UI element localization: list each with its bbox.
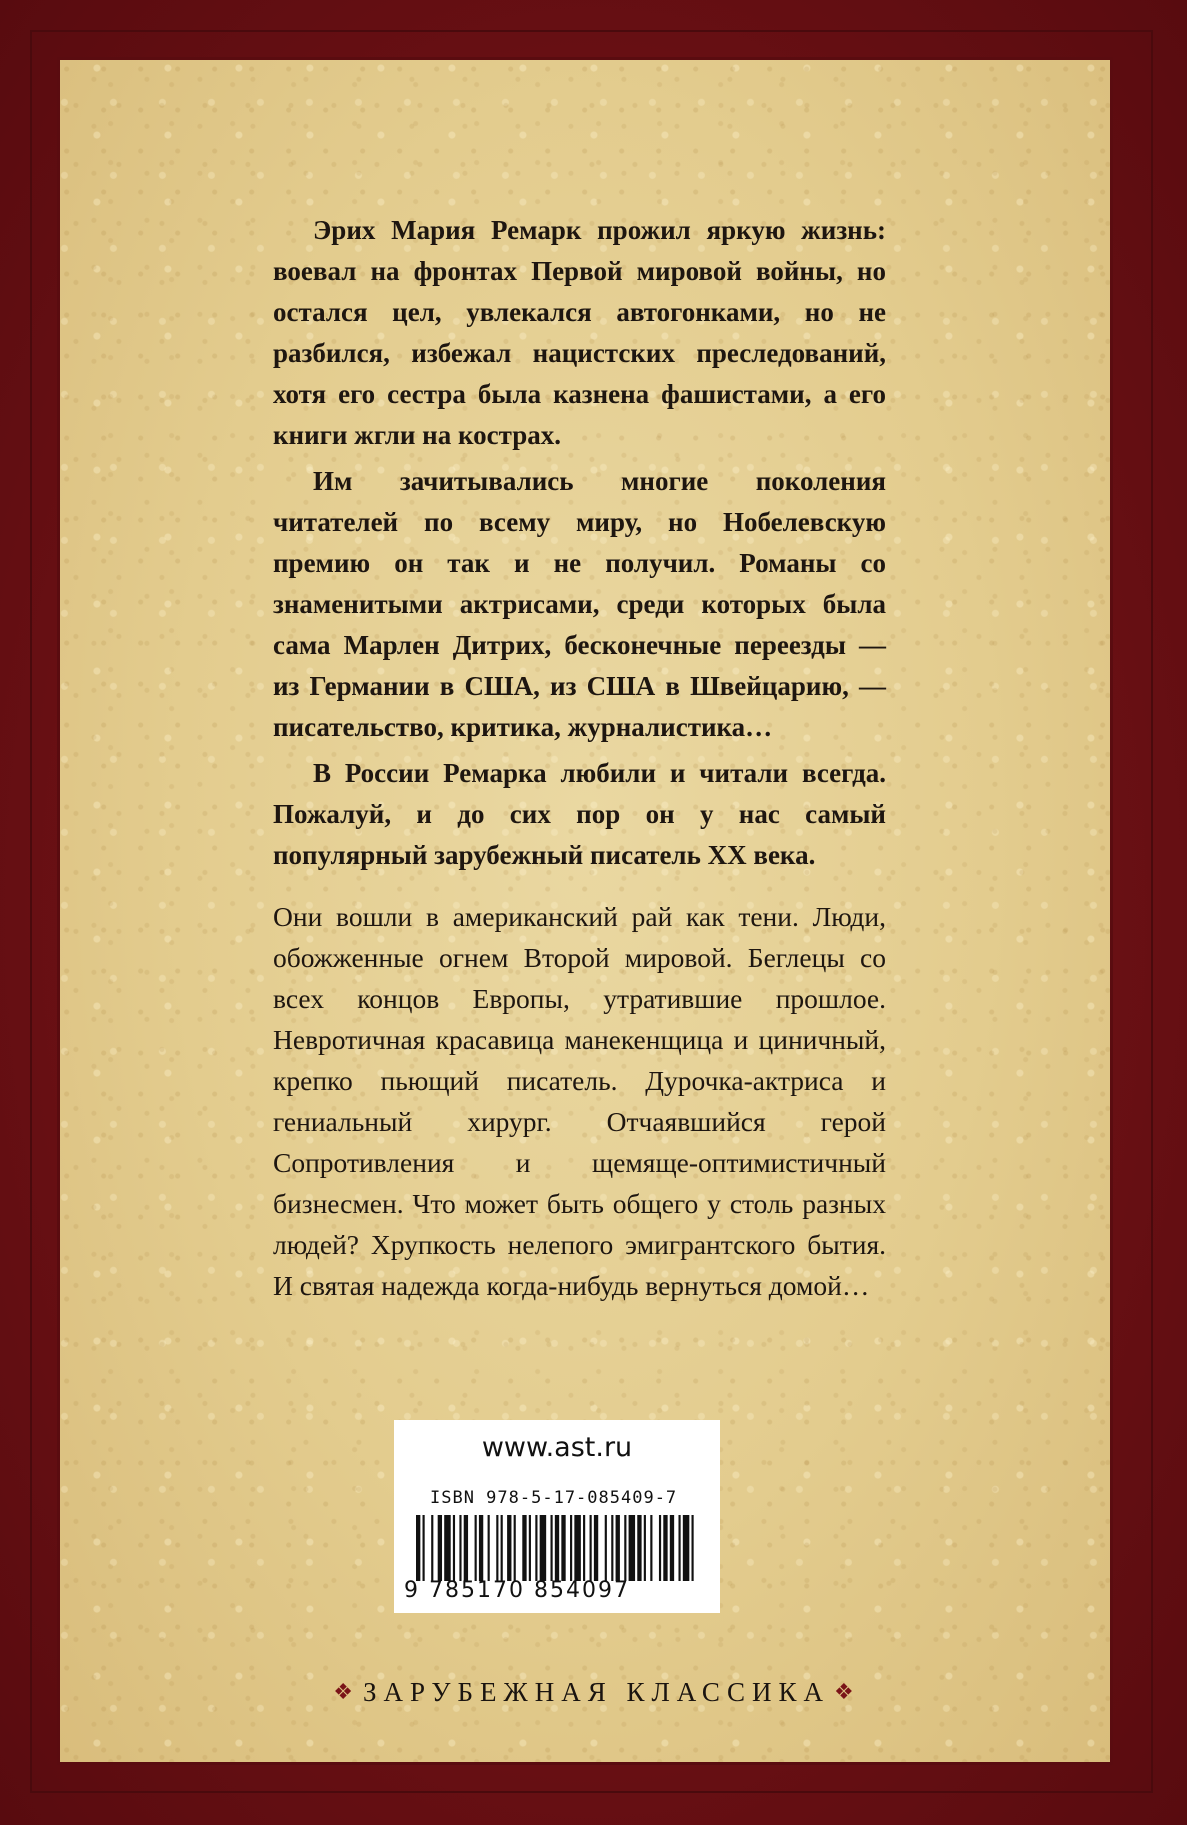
barcode-bar [605,1515,607,1581]
barcode-bar [611,1515,613,1581]
barcode-bar [453,1515,455,1581]
barcode-bar [616,1515,620,1581]
barcode-bar [479,1515,483,1581]
series-title [0,1677,1187,1708]
barcode-bar [624,1515,626,1581]
ornament-icon: ❖ [333,1679,354,1704]
barcode-bar [423,1515,425,1581]
barcode-bar [691,1515,693,1581]
barcode-bar [416,1515,420,1581]
barcode-bar [529,1515,531,1581]
book-annotation [273,896,886,1306]
bio-paragraph: Им зачитывались многие поколения читателей по всему миру, но Нобелевскую премию он так и не получил. Романы со знаменитыми актрисами, среди которых была сама Марлен Дитрих, бесконечные переезды — из Германии в США, из США в Швейцарию, — писательство, критика, журналистика… [273,466,886,742]
barcode-bar [574,1515,581,1581]
series-label: ЗАРУБЕЖНАЯ КЛАССИКА [363,1677,830,1707]
bio-paragraph: Эрих Мария Ремарк прожил яркую жизнь: воевал на фронтах Первой мировой войны, но остался цел, увлекался автогонками, но не разбился, избежал нацистских преследований, хотя его сестра была казнена фашистами, а его книги жгли на кострах. [273,215,886,450]
barcode-bar [637,1515,641,1581]
ornament-icon: ❖ [833,1679,854,1704]
barcode-bar [659,1515,661,1581]
barcode-bar [683,1515,690,1581]
barcode-bar [561,1515,565,1581]
barcode-bar [464,1515,468,1581]
barcode-bar [650,1515,652,1581]
barcode-bar [644,1515,646,1581]
barcode-bar [459,1515,461,1581]
barcode-bar [475,1515,477,1581]
barcode-bar [501,1515,503,1581]
bio-paragraph: В России Ремарка любили и читали всегда. Пожалуй, и до сих пор он у нас самый популярный зарубежный писатель XX века. [273,758,886,870]
author-bio [273,210,886,881]
barcode-bar [507,1515,511,1581]
barcode-bar [663,1515,667,1581]
barcode-bar [522,1515,526,1581]
barcode-bar [570,1515,572,1581]
barcode-bar [535,1515,537,1581]
isbn-number: ISBN 978-5-17-085409-7 [430,1488,678,1508]
barcode-bar [514,1515,516,1581]
barcode-graphic [416,1515,698,1581]
barcode-bar [590,1515,592,1581]
barcode-bar [431,1515,433,1581]
barcode-bar [594,1515,598,1581]
annotation-text: Они вошли в американский рай как тени. Люди, обожженные огнем Второй мировой. Беглецы со всех концов Европы, утратившие прошлое. Невротичная красавица манекенщица и циничный, крепко пьющий писатель. Дурочка-актриса и гениальный хирург. Отчаявшийся герой Сопротивления и щемяще-оптимистичный бизнесмен. Что может быть общего у столь разных людей? Хрупкость нелепого эмигрантского бытия. И святая надежда когда-нибудь вернуться домой… [273,901,886,1301]
barcode-bar [583,1515,585,1581]
barcode-bar [670,1515,674,1581]
barcode-bar [438,1515,442,1581]
barcode-bar [496,1515,498,1581]
barcode-bar [678,1515,680,1581]
isbn-block [394,1420,720,1613]
barcode-bar [550,1515,552,1581]
publisher-website: www.ast.ru [481,1432,633,1463]
barcode-bar [488,1515,490,1581]
barcode-bar [540,1515,547,1581]
barcode-bar [629,1515,636,1581]
barcode-bar [444,1515,451,1581]
barcode-bar [555,1515,559,1581]
barcode-digits: 9 785170 854097 [404,1578,630,1603]
